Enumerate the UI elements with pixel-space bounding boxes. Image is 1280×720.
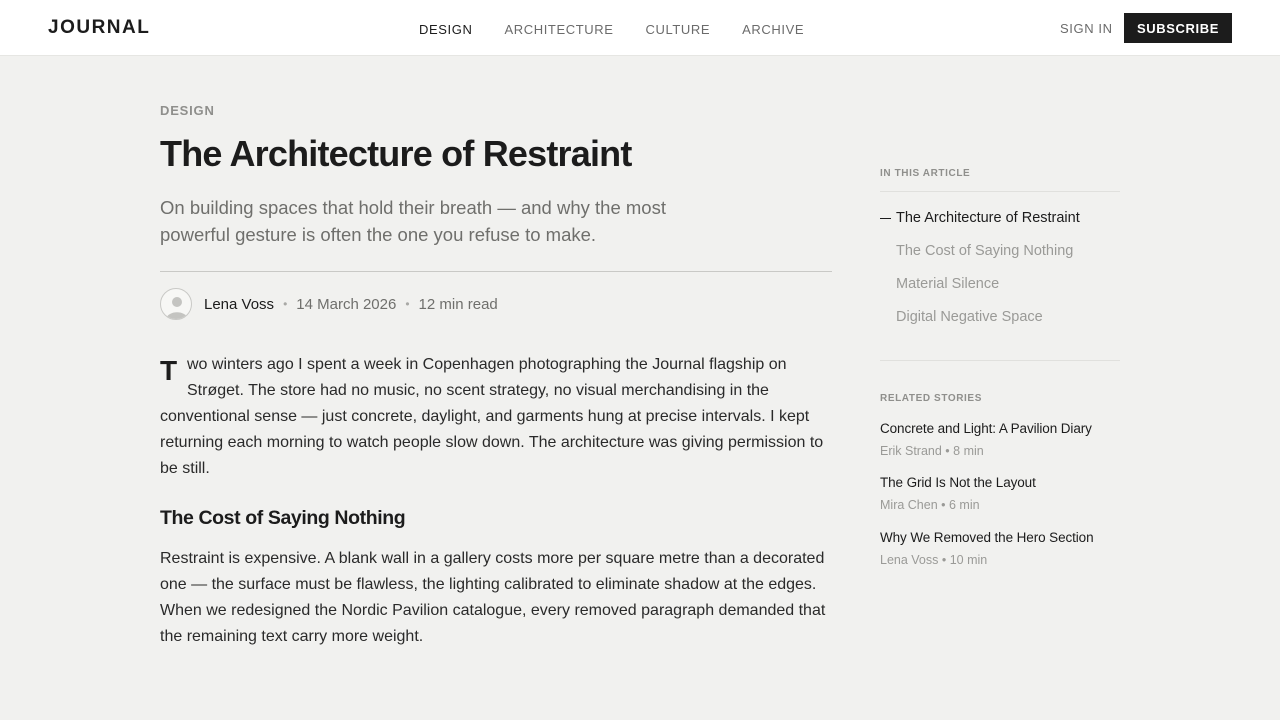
author-name[interactable]: Lena Voss [204, 295, 275, 313]
related-story-title[interactable]: The Grid Is Not the Layout [880, 475, 1036, 490]
related-stories-label: RELATED STORIES [880, 393, 982, 404]
article-title: The Architecture of Restraint [160, 133, 632, 174]
sign-in-link[interactable]: SIGN IN [1060, 21, 1113, 36]
read-time: 12 min read [418, 295, 498, 313]
nav-archive[interactable]: ARCHIVE [742, 22, 805, 37]
article-body-paragraph [160, 352, 832, 482]
nav-culture[interactable]: CULTURE [645, 22, 711, 37]
related-story-meta: Erik Strand • 8 min [880, 444, 984, 458]
toc-item-cost-of-saying-nothing[interactable]: The Cost of Saying Nothing [896, 243, 1074, 259]
nav-design[interactable]: DESIGN [419, 22, 473, 37]
main-nav [419, 22, 836, 37]
divider [880, 360, 1120, 361]
article-subtitle: On building spaces that hold their breath — and why the most powerful gesture is often the one you refuse to make. [160, 197, 666, 245]
toc-item-architecture-of-restraint[interactable]: The Architecture of Restraint [896, 210, 1080, 226]
article-body-paragraph: Restraint is expensive. A blank wall in a gallery costs more per square metre than a decorated one — the surface must be flawless, the lighting calibrated to eliminate shadow at the edges. When we redesigned the Nordic Pavilion catalogue, every removed paragraph demanded that the remaining text carry more weight. [160, 550, 826, 645]
related-story-title[interactable]: Why We Removed the Hero Section [880, 530, 1094, 545]
drop-cap: T [160, 355, 178, 386]
publish-date: 14 March 2026 [296, 295, 397, 313]
nav-architecture[interactable]: ARCHITECTURE [504, 22, 614, 37]
article-category[interactable]: DESIGN [160, 103, 215, 118]
paragraph-text: wo winters ago I spent a week in Copenhagen photographing the Journal flagship on Strøget. The store had no music, no scent strategy, no visual merchandising in the conventional sense — just concrete, daylight, and garments hung at precise intervals. I kept returning each morning to watch people slow down. The architecture was giving permission to be still. [160, 356, 824, 477]
subscribe-button[interactable]: SUBSCRIBE [1124, 13, 1232, 43]
divider [880, 191, 1120, 192]
top-navigation-bar [0, 0, 1280, 56]
byline [160, 288, 498, 320]
toc-item-material-silence[interactable]: Material Silence [896, 276, 1000, 292]
divider [160, 271, 832, 272]
related-story-meta: Lena Voss • 10 min [880, 553, 988, 567]
related-story-title[interactable]: Concrete and Light: A Pavilion Diary [880, 421, 1092, 436]
user-avatar-icon [160, 288, 192, 320]
active-indicator [880, 218, 891, 219]
site-logo[interactable]: JOURNAL [48, 17, 151, 38]
separator-dot: • [283, 297, 288, 311]
toc-label: IN THIS ARTICLE [880, 168, 971, 179]
related-story-meta: Mira Chen • 6 min [880, 498, 980, 512]
section-heading: The Cost of Saying Nothing [160, 507, 406, 529]
separator-dot: • [405, 297, 410, 311]
toc-item-digital-negative-space[interactable]: Digital Negative Space [896, 309, 1043, 325]
